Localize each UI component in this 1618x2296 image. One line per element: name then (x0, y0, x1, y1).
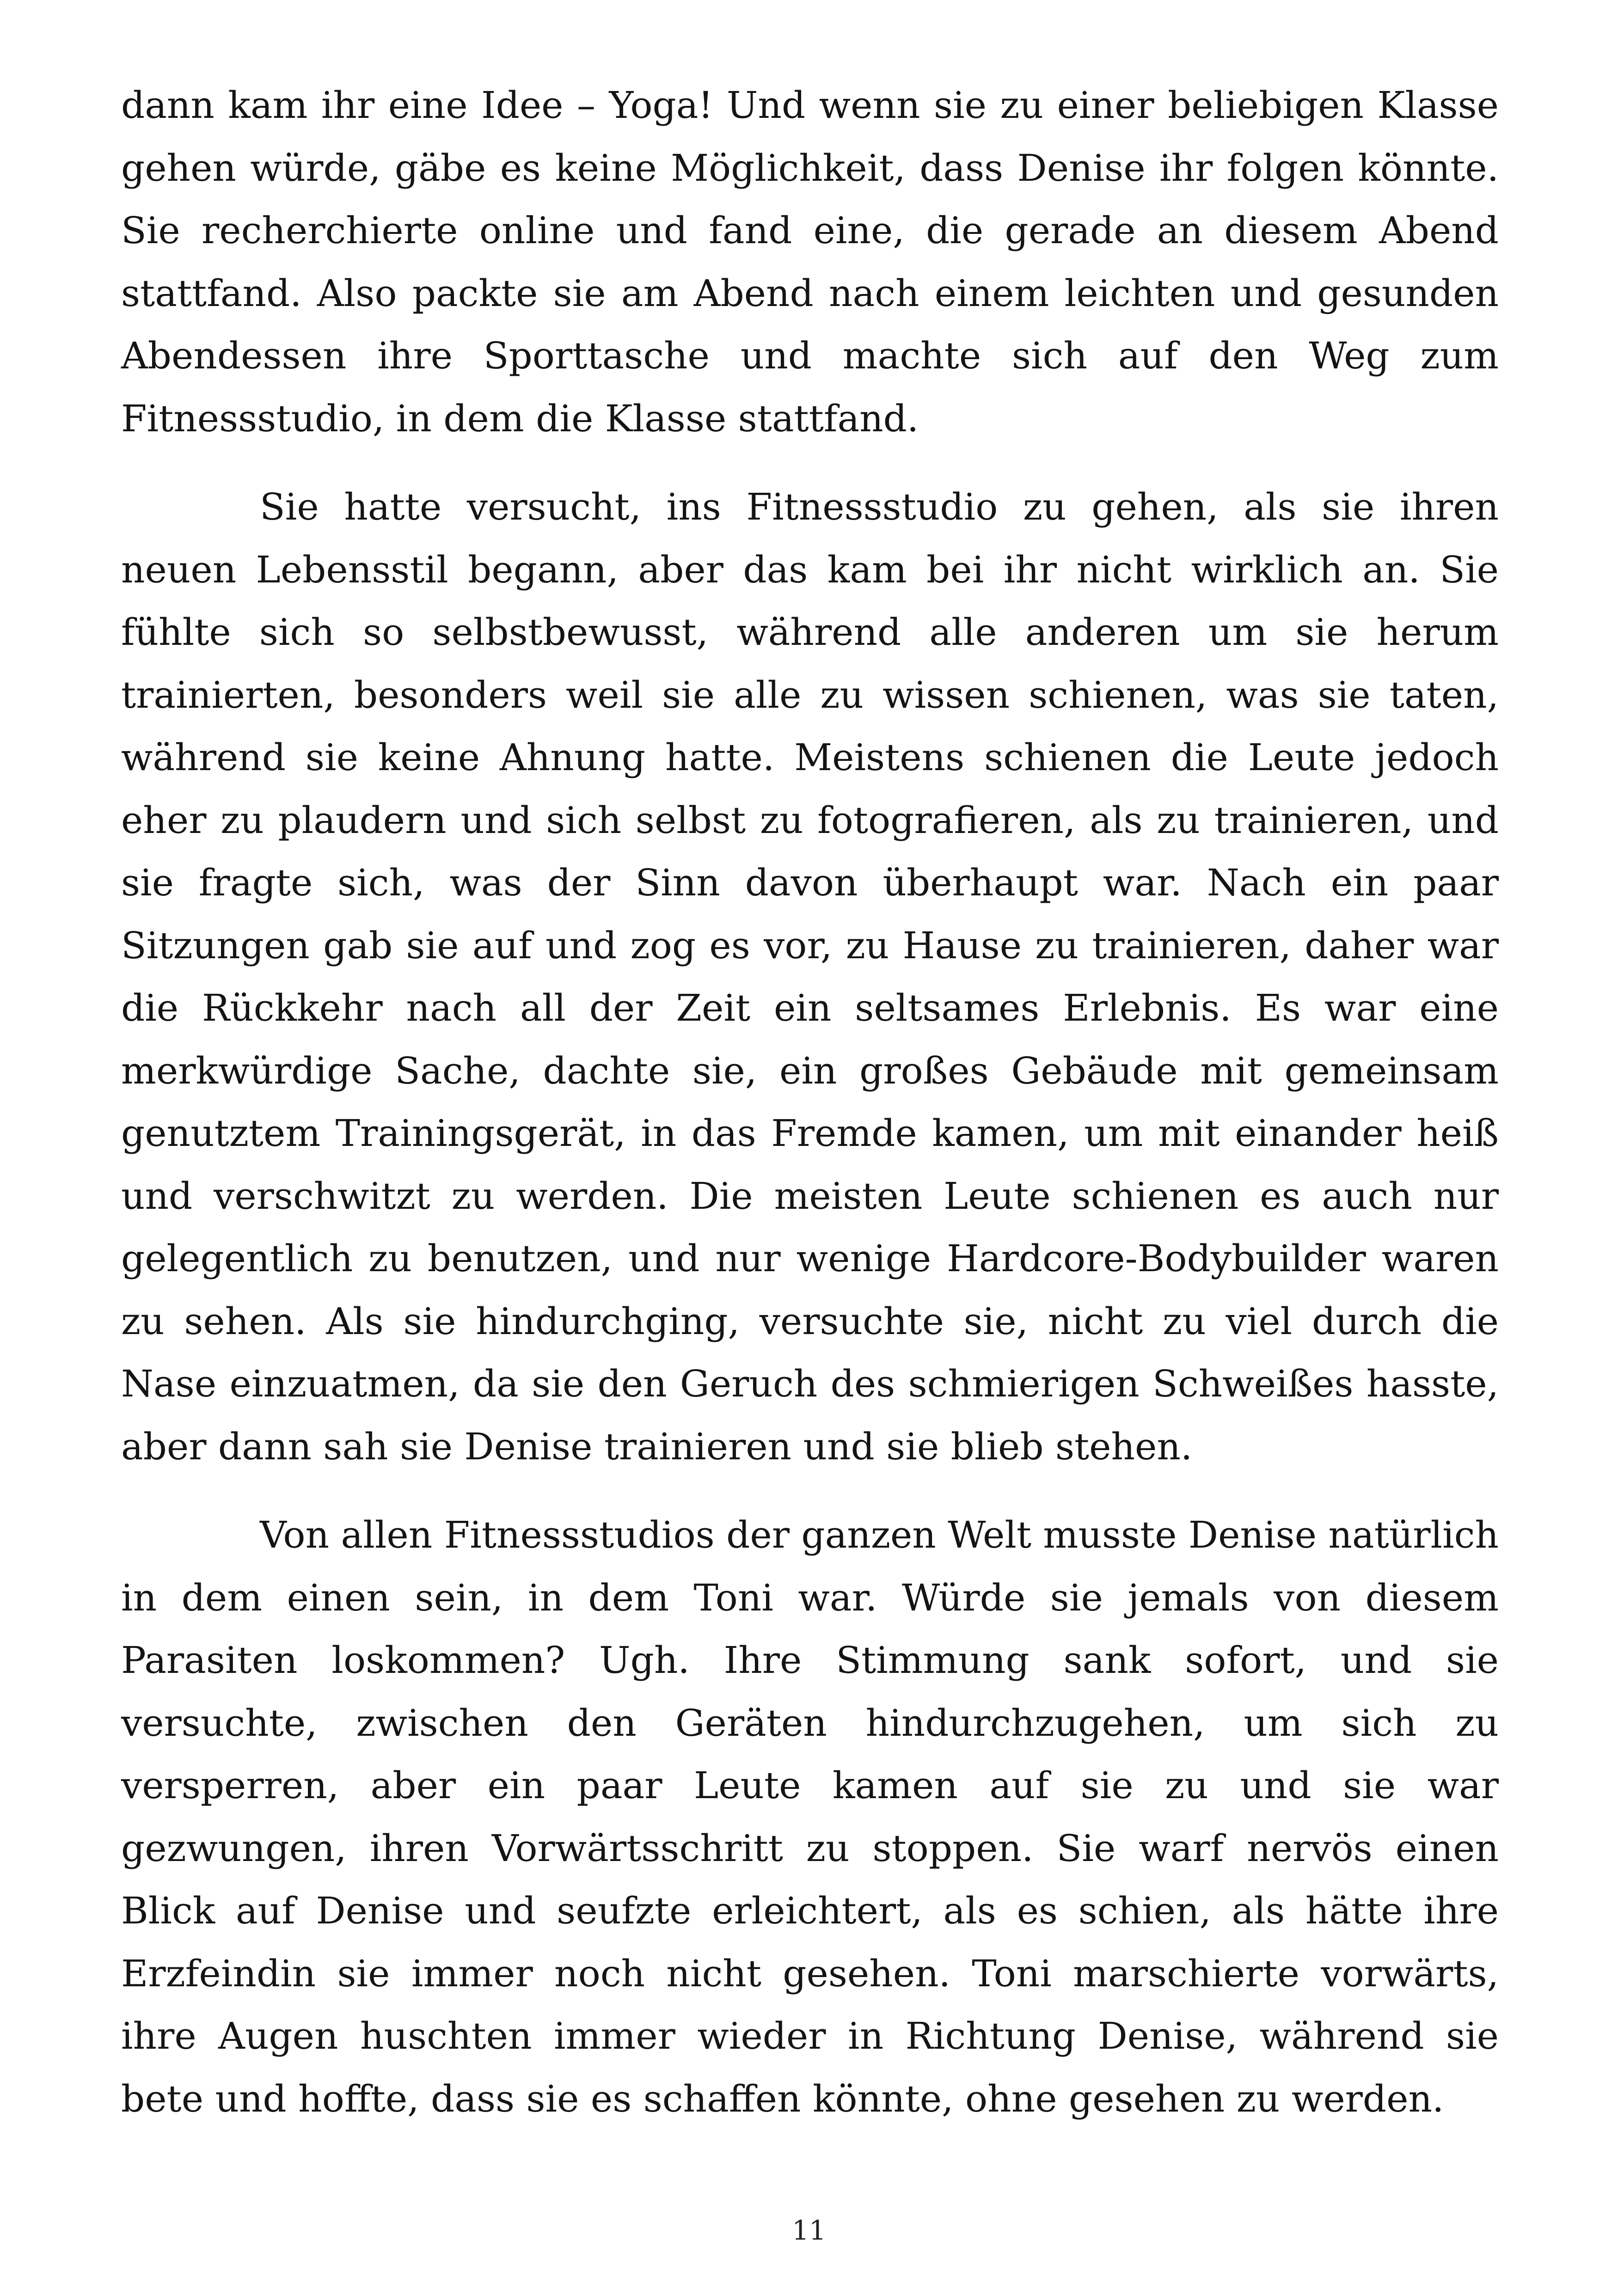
page-number: 11 (792, 2215, 826, 2246)
paragraph-continued: dann kam ihr eine Idee – Yoga! Und wenn sie zu einer beliebigen Klasse gehen würde, gäbe es keine Möglichkeit, dass Denise ihr folgen könnte. Sie recherchierte online und fand eine, die gerade an diesem Abend stattfand. Also packte sie am Abend nach einem leichten und gesunden Abendessen ihre Sporttasche und machte sich auf den Weg zum Fitnessstudio, in dem die Klasse stattfand. (121, 84, 1499, 440)
paragraph-gym-memories: Sie hatte versucht, ins Fitnessstudio zu gehen, als sie ihren neuen Lebensstil begann, aber das kam bei ihr nicht wirklich an. Sie fühlte sich so selbstbewusst, während alle anderen um sie herum trainierten, besonders weil sie alle zu wissen schienen, was sie taten, während sie keine Ahnung hatte. Meistens schienen die Leute jedoch eher zu plaudern und sich selbst zu fotografieren, als zu trainieren, und sie fragte sich, was der Sinn davon überhaupt war. Nach ein paar Sitzungen gab sie auf und zog es vor, zu Hause zu trainieren, daher war die Rückkehr nach all der Zeit ein seltsames Erlebnis. Es war eine merkwürdige Sache, dachte sie, ein großes Gebäude mit gemeinsam genutztem Trainingsgerät, in das Fremde kamen, um mit einander heiß und verschwitzt zu werden. Die meisten Leute schienen es auch nur gelegentlich zu benutzen, und nur wenige Hardcore-Bodybuilder waren zu sehen. Als sie hindurchging, versuchte sie, nicht zu viel durch die Nase einzuatmen, da sie den Geruch des schmierigen Schweißes hasste, aber dann sah sie Denise trainieren und sie blieb stehen. (121, 485, 1499, 1468)
paragraph-denise-encounter: Von allen Fitnessstudios der ganzen Welt musste Denise natürlich in dem einen sein, in dem Toni war. Würde sie jemals von diesem Parasiten loskommen? Ugh. Ihre Stimmung sank sofort, und sie versuchte, zwischen den Geräten hindurchzugehen, um sich zu versperren, aber ein paar Leute kamen auf sie zu und sie war gezwungen, ihren Vorwärtsschritt zu stoppen. Sie warf nervös einen Blick auf Denise und seufzte erleichtert, als es schien, als hätte ihre Erzfeindin sie immer noch nicht gesehen. Toni marschierte vorwärts, ihre Augen huschten immer wieder in Richtung Denise, während sie bete und hoffte, dass sie es schaffen könnte, ohne gesehen zu werden. (121, 1513, 1499, 2120)
page-body (121, 74, 1499, 2156)
